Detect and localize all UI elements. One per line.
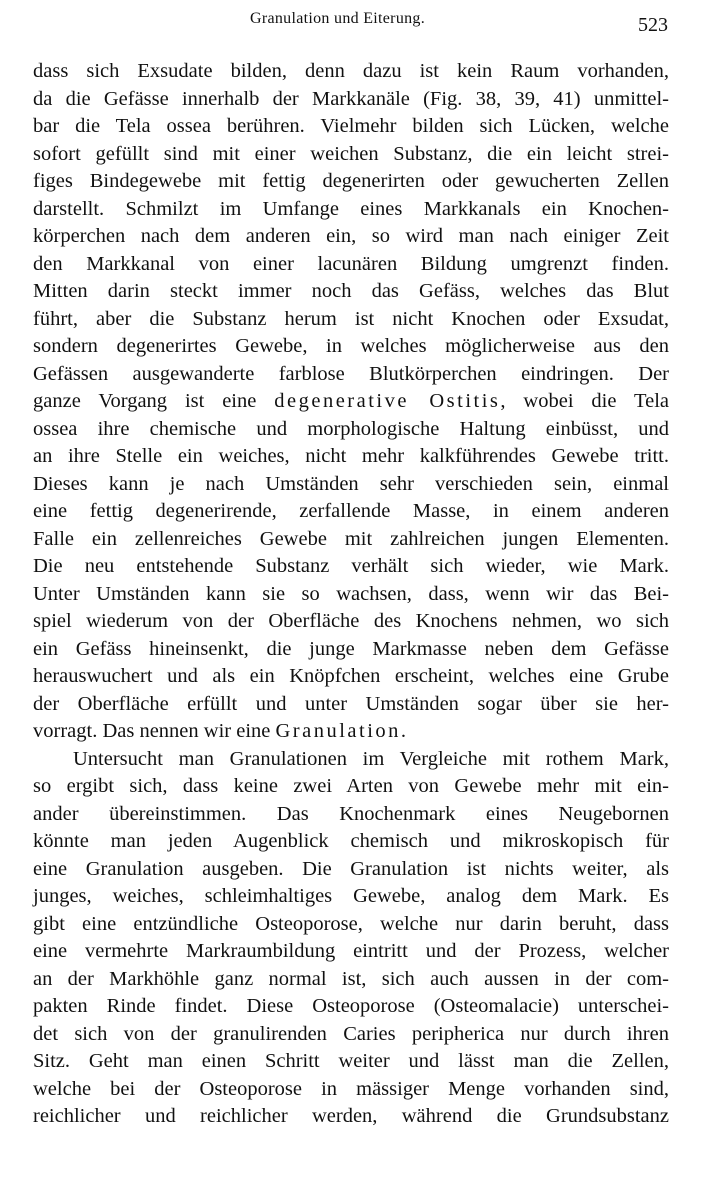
text-line: sofort gefüllt sind mit einer weichen Substanz, die ein leicht strei- [33, 142, 669, 165]
emphasized-term: Granulation [275, 720, 401, 742]
text-line: sondern degenerirtes Gewebe, in welches möglicherweise aus den [33, 335, 669, 357]
text-line: könnte man jeden Augenblick chemisch und mikroskopisch für [33, 830, 669, 852]
text-line: dass sich Exsudate bilden, denn dazu ist kein Raum vorhanden, [33, 60, 669, 82]
text-line: det sich von der granulirenden Caries peripherica nur durch ihren [33, 1022, 669, 1045]
text-line: an der Markhöhle ganz normal ist, sich auch aussen in der com- [33, 967, 669, 990]
emphasized-term: degenerative Ostitis [274, 390, 501, 412]
text-segment: . [400, 720, 407, 742]
text-line: Mitten darin steckt immer noch das Gefäss, welches das Blut [33, 280, 669, 302]
text-line: welche bei der Osteoporose in mässiger Menge vorhanden sind, [33, 1077, 669, 1100]
text-line: den Markkanal von einer lacunären Bildung umgrenzt finden. [33, 252, 669, 275]
text-segment: vorragt. Das nennen wir eine [33, 720, 276, 742]
text-line: ein Gefäss hineinsenkt, die junge Markmasse neben dem Gefässe [33, 637, 669, 660]
text-line: führt, aber die Substanz herum ist nicht Knochen oder Exsudat, [33, 307, 669, 330]
text-line [33, 388, 669, 416]
text-line: Die neu entstehende Substanz verhält sich wieder, wie Mark. [33, 555, 669, 577]
running-title: Granulation und Eiterung. [250, 10, 426, 27]
text-line: pakten Rinde findet. Diese Osteoporose (Osteomalacie) unterschei- [33, 995, 669, 1017]
text-line: eine Granulation ausgeben. Die Granulation ist nichts weiter, als [33, 857, 669, 880]
text-line: ander übereinstimmen. Das Knochenmark eines Neugebornen [33, 802, 669, 825]
text-line: Dieses kann je nach Umständen sehr verschieden sein, einmal [33, 472, 669, 495]
page-number: 523 [638, 14, 668, 36]
text-line: Sitz. Geht man einen Schritt weiter und lässt man die Zellen, [33, 1050, 669, 1072]
text-line: an ihre Stelle ein weiches, nicht mehr kalkführendes Gewebe tritt. [33, 445, 669, 467]
text-line: Unter Umständen kann sie so wachsen, dass, wenn wir das Bei- [33, 582, 669, 605]
text-line: reichlicher und reichlicher werden, während die Grundsubstanz [33, 1105, 669, 1127]
text-line: spiel wiederum von der Oberfläche des Knochens nehmen, wo sich [33, 610, 669, 632]
text-line: bar die Tela ossea berühren. Vielmehr bilden sich Lücken, welche [33, 115, 669, 137]
body-text [33, 58, 669, 1131]
text-line: Untersucht man Granulationen im Vergleiche mit rothem Mark, [73, 747, 669, 770]
text-line: da die Gefässe innerhalb der Markkanäle (Fig. 38, 39, 41) unmittel- [33, 87, 669, 110]
text-segment: , wobei die Tela [500, 390, 669, 412]
text-line [33, 718, 669, 746]
text-line: gibt eine entzündliche Osteoporose, welche nur darin beruht, dass [33, 912, 669, 935]
text-segment: ganze Vorgang ist eine [33, 390, 275, 412]
text-line: darstellt. Schmilzt im Umfange eines Markkanals ein Knochen- [33, 197, 669, 220]
text-line: junges, weiches, schleimhaltiges Gewebe, analog dem Mark. Es [33, 885, 669, 907]
text-line: so ergibt sich, dass keine zwei Arten von Gewebe mehr mit ein- [33, 775, 669, 797]
text-line: Gefässen ausgewanderte farblose Blutkörperchen eindringen. Der [33, 362, 669, 385]
text-line: Falle ein zellenreiches Gewebe mit zahlreichen jungen Elementen. [33, 527, 669, 550]
text-line: ossea ihre chemische und morphologische Haltung einbüsst, und [33, 417, 669, 440]
text-line: eine fettig degenerirende, zerfallende Masse, in einem anderen [33, 500, 669, 522]
text-line: figes Bindegewebe mit fettig degenerirten oder gewucherten Zellen [33, 170, 669, 192]
text-line: eine vermehrte Markraumbildung eintritt und der Prozess, welcher [33, 940, 669, 962]
text-line: der Oberfläche erfüllt und unter Umständen sogar über sie her- [33, 692, 669, 715]
text-line: herauswuchert und als ein Knöpfchen erscheint, welches eine Grube [33, 665, 669, 687]
text-line: körperchen nach dem anderen ein, so wird man nach einiger Zeit [33, 225, 669, 247]
